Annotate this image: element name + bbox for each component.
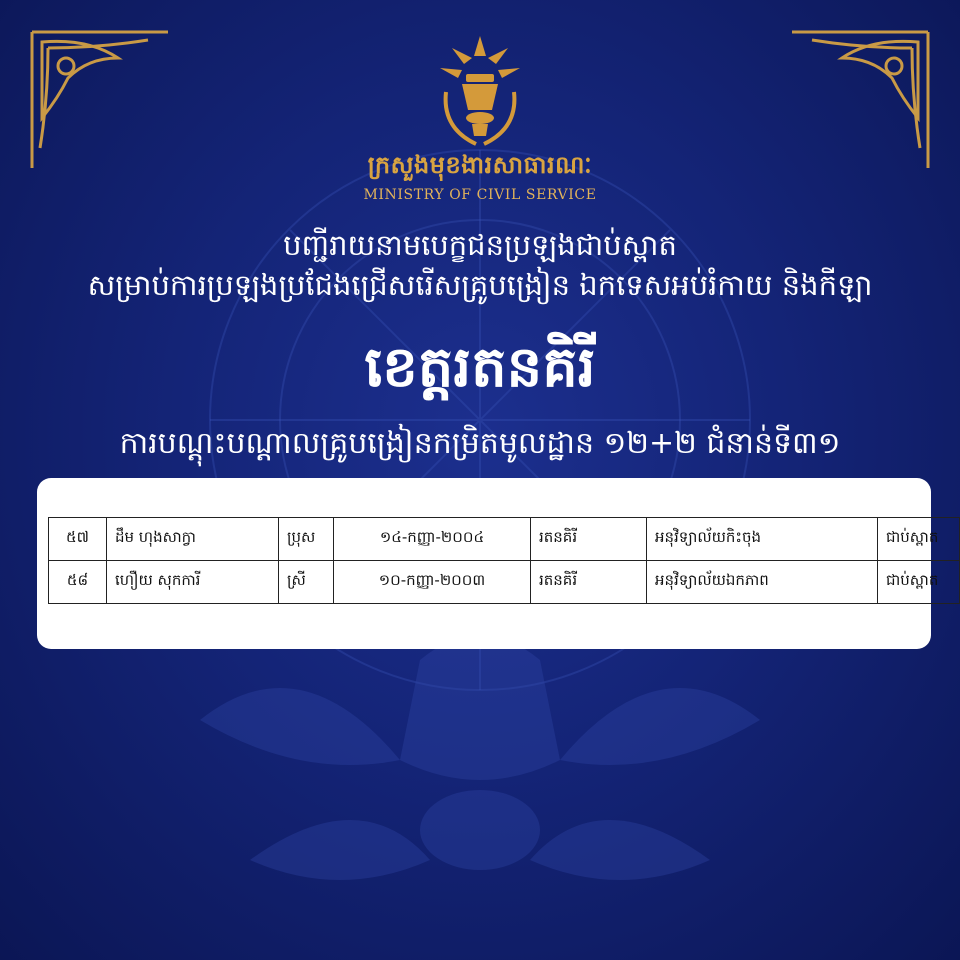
cell-result: ជាប់ស្ពាត [878, 518, 960, 561]
ministry-english-name: MINISTRY OF CIVIL SERVICE [363, 187, 597, 203]
course-title: ការបណ្តុះបណ្តាលគ្រូបង្រៀនកម្រិតមូលដ្ឋាន ១២+២ ជំនាន់ទី៣១ [119, 426, 841, 461]
cell-date-of-birth: ១០-កញ្ញា-២០០៣ [334, 561, 531, 604]
cell-province: រតនគិរី [531, 561, 647, 604]
cell-date-of-birth: ១៤-កញ្ញា-២០០៤ [334, 518, 531, 561]
table-row [49, 518, 960, 561]
cell-number: ៥៧ [49, 518, 107, 561]
cell-name: ដឹម ហុងសាក្វា [107, 518, 279, 561]
results-table [48, 517, 960, 604]
province-title: ខេត្តរតនគិរី [364, 335, 596, 400]
cell-gender: ស្រី [279, 561, 334, 604]
cell-school: អនុវិទ្យាល័យកិះចុង [647, 518, 878, 561]
ministry-emblem-icon [432, 32, 528, 150]
cell-name: ហឿយ សុកការី [107, 561, 279, 604]
ministry-khmer-name: ក្រសួងមុខងារសាធារណៈ [367, 150, 593, 179]
table-row [49, 561, 960, 604]
cell-school: អនុវិទ្យាល័យឯកភាព [647, 561, 878, 604]
cell-province: រតនគិរី [531, 518, 647, 561]
cell-gender: ប្រុស [279, 518, 334, 561]
list-title-line-2: សម្រាប់ការប្រឡងប្រជែងជ្រើសរើសគ្រូបង្រៀន ឯកទេសអប់រំកាយ និងកីឡា [87, 268, 873, 302]
cell-result: ជាប់ស្ពាត [878, 561, 960, 604]
cell-number: ៥៨ [49, 561, 107, 604]
list-title-line-1: បញ្ជីរាយនាមបេក្ខជនប្រឡងជាប់ស្ពាត [283, 228, 677, 262]
